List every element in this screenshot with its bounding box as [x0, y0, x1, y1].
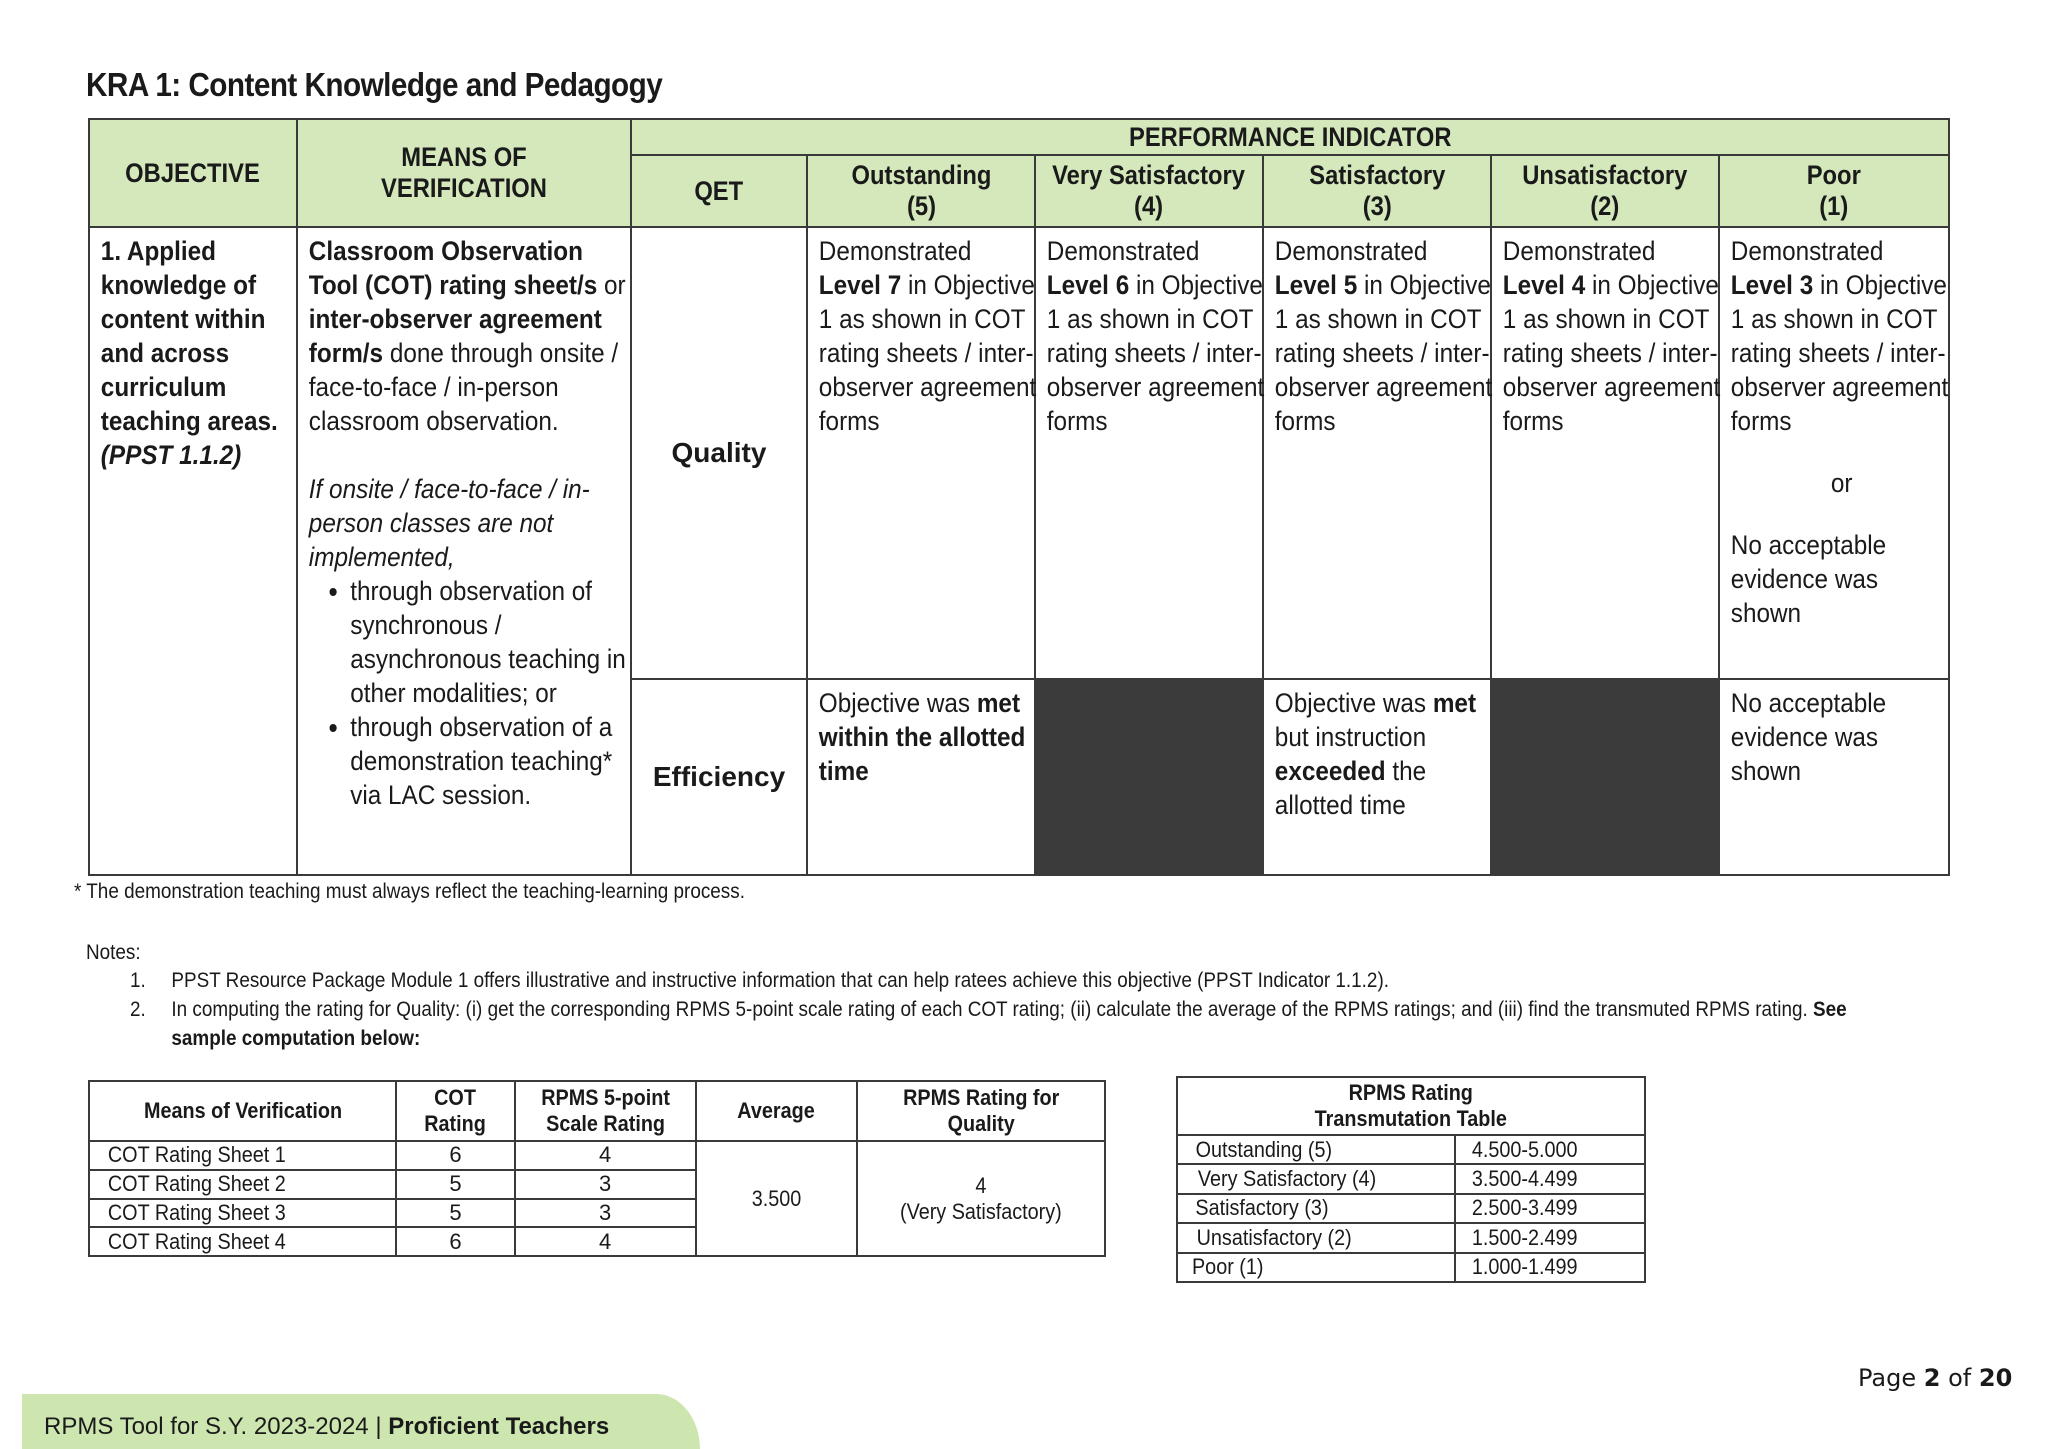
quality-very-satisfactory: Demonstrated Level 6 in Objective 1 as shown in COT rating sheets / inter-observer agreement forms	[1035, 227, 1263, 679]
table-row: Very Satisfactory (4) 3.500-4.499	[1177, 1164, 1645, 1193]
efficiency-poor: No acceptable evidence was shown	[1719, 679, 1949, 875]
note-item-continuation: sample computation below:	[171, 1027, 421, 1050]
table-row: COT Rating Sheet 3 5 3	[89, 1199, 1105, 1228]
quality-satisfactory: Demonstrated Level 5 in Objective 1 as shown in COT rating sheets / inter-observer agreement forms	[1263, 227, 1491, 679]
footnote: * The demonstration teaching must always reflect the teaching-learning process.	[74, 880, 745, 903]
table-row: COT Rating Sheet 2 5 3	[89, 1170, 1105, 1199]
sample-header: RPMS Rating for Quality	[857, 1081, 1105, 1141]
kra-rubric-table	[88, 118, 1950, 876]
header-level-poor: Poor (1)	[1719, 155, 1949, 227]
objective-ref: (PPST 1.1.2)	[100, 440, 242, 470]
efficiency-outstanding: Objective was met within the allotted time	[807, 679, 1035, 875]
table-row: Outstanding (5) 4.500-5.000	[1177, 1135, 1645, 1164]
header-objective: OBJECTIVE	[89, 119, 297, 227]
mov-bullet: • through observation of a demonstration teaching* via LAC session.	[350, 710, 631, 812]
efficiency-very-satisfactory-blank	[1035, 679, 1263, 875]
note-item: 2. In computing the rating for Quality: (i) get the corresponding RPMS 5-point scale rating of each COT rating; (ii) calculate the average of the RPMS ratings; and (iii) find the transmuted RPMS rating. See	[130, 998, 1847, 1021]
transmutation-table	[1176, 1076, 1646, 1283]
table-row: Satisfactory (3) 2.500-3.499	[1177, 1194, 1645, 1223]
quality-poor: Demonstrated Level 3 in Objective 1 as shown in COT rating sheets / inter-observer agreement forms or No acceptable evidence was shown	[1719, 227, 1949, 679]
table-row: COT Rating Sheet 4 6 4	[89, 1227, 1105, 1256]
sample-header: Means of Verification	[89, 1081, 396, 1141]
sample-average: 3.500	[696, 1141, 857, 1256]
qet-efficiency: Efficiency	[631, 679, 807, 875]
objective-text: 1. Applied knowledge of content within and across curriculum teaching areas.	[100, 236, 278, 436]
table-row: Poor (1) 1.000-1.499	[1177, 1253, 1645, 1282]
efficiency-satisfactory: Objective was met but instruction exceeded the allotted time	[1263, 679, 1491, 875]
sample-header: RPMS 5-point Scale Rating	[515, 1081, 696, 1141]
notes-label: Notes:	[86, 941, 141, 964]
mov-bullet: • through observation of synchronous / asynchronous teaching in other modalities; or	[350, 574, 631, 710]
means-of-verification-cell: Classroom Observation Tool (COT) rating sheet/s or inter-observer agreement form/s done through onsite / face-to-face / in-person classroom observation. If onsite / face-to-face / in-person classes are not implemented, • through observation of synchronous / asynchronous teaching in other modalities; or • through observation of a demonstration teaching* via LAC session.	[297, 227, 631, 875]
qet-quality: Quality	[631, 227, 807, 679]
quality-unsatisfactory: Demonstrated Level 4 in Objective 1 as shown in COT rating sheets / inter-observer agreement forms	[1491, 227, 1719, 679]
quality-outstanding: Demonstrated Level 7 in Objective 1 as shown in COT rating sheets / inter-observer agreement forms	[807, 227, 1035, 679]
page-number: Page 2 of 20	[1858, 1364, 2013, 1392]
header-means-of-verification: MEANS OF VERIFICATION	[297, 119, 631, 227]
efficiency-unsatisfactory-blank	[1491, 679, 1719, 875]
header-level-very-satisfactory: Very Satisfactory (4)	[1035, 155, 1263, 227]
sample-rpms-rating: 4 (Very Satisfactory)	[857, 1141, 1105, 1256]
sample-header: Average	[696, 1081, 857, 1141]
header-level-unsatisfactory: Unsatisfactory (2)	[1491, 155, 1719, 227]
sample-header: COT Rating	[396, 1081, 514, 1141]
header-performance-indicator: PERFORMANCE INDICATOR	[631, 119, 1949, 155]
table-row: COT Rating Sheet 1 6 4 3.500 4 (Very Satisfactory)	[89, 1141, 1105, 1170]
footer-text: RPMS Tool for S.Y. 2023-2024 | Proficient Teachers	[44, 1413, 610, 1440]
table-row: Unsatisfactory (2) 1.500-2.499	[1177, 1223, 1645, 1252]
header-level-satisfactory: Satisfactory (3)	[1263, 155, 1491, 227]
objective-cell	[89, 227, 297, 875]
notes-list	[130, 966, 1975, 1053]
page-title: KRA 1: Content Knowledge and Pedagogy	[86, 66, 663, 103]
transmutation-title: RPMS Rating Transmutation Table	[1177, 1077, 1645, 1135]
sample-computation-table	[88, 1080, 1106, 1257]
note-item: 1. PPST Resource Package Module 1 offers illustrative and instructive information that can help ratees achieve this objective (PPST Indicator 1.1.2).	[130, 969, 1389, 992]
header-qet: QET	[631, 155, 807, 227]
header-level-outstanding: Outstanding (5)	[807, 155, 1035, 227]
